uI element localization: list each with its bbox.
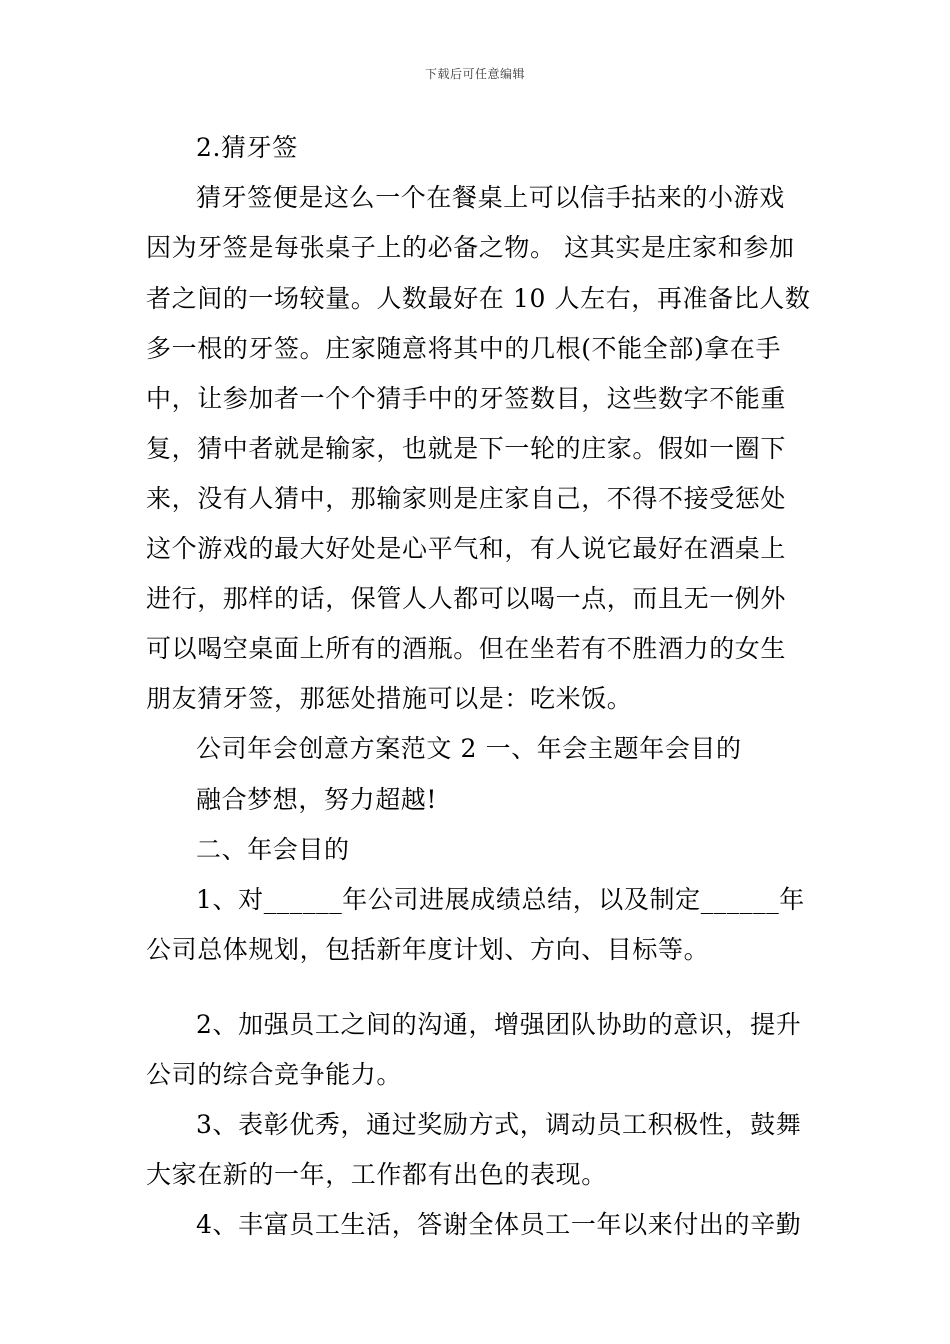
paragraph-line: 这个游戏的最大好处是心平气和，有人说它最好在酒桌上 bbox=[146, 534, 787, 563]
list-item-line: 公司总体规划，包括新年度计划、方向、目标等。 bbox=[146, 935, 710, 964]
paragraph-line: 进行，那样的话，保管人人都可以喝一点，而且无一例外 bbox=[146, 584, 787, 613]
paragraph-line: 可以喝空桌面上所有的酒瓶。但在坐若有不胜酒力的女生 bbox=[146, 634, 787, 663]
page-header: 下载后可任意编辑 bbox=[424, 67, 525, 81]
paragraph-line: 融合梦想，努力超越! bbox=[196, 785, 438, 814]
paragraph-line: 复，猜中者就是输家，也就是下一轮的庄家。假如一圈下 bbox=[146, 434, 787, 463]
paragraph-line: 来，没有人猜中，那输家则是庄家自己，不得不接受惩处 bbox=[146, 484, 787, 513]
section-heading-guess-toothpick: 2.猜牙签 bbox=[196, 133, 298, 162]
list-item-line: 3、表彰优秀，通过奖励方式，调动员工积极性，鼓舞 bbox=[196, 1110, 802, 1139]
list-item-line: 1、对______年公司进展成绩总结，以及制定______年 bbox=[196, 885, 805, 914]
list-item-line: 大家在新的一年，工作都有出色的表现。 bbox=[146, 1160, 607, 1189]
paragraph-line: 者之间的一场较量。人数最好在 10 人左右，再准备比人数 bbox=[146, 284, 811, 313]
list-item-line: 公司的综合竞争能力。 bbox=[146, 1060, 403, 1089]
article-title-line: 公司年会创意方案范文 2 一、年会主题年会目的 bbox=[196, 734, 742, 763]
paragraph-line: 因为牙签是每张桌子上的必备之物。 这其实是庄家和参加 bbox=[146, 233, 795, 262]
section-heading-annual-purpose: 二、年会目的 bbox=[196, 835, 350, 864]
paragraph-line: 猜牙签便是这么一个在餐桌上可以信手拈来的小游戏 bbox=[196, 183, 785, 212]
paragraph-line: 多一根的牙签。庄家随意将其中的几根(不能全部)拿在手 bbox=[146, 334, 782, 363]
paragraph-line: 中，让参加者一个个猜手中的牙签数目，这些数字不能重 bbox=[146, 384, 787, 413]
list-item-line: 4、丰富员工生活，答谢全体员工一年以来付出的辛勤 bbox=[196, 1210, 802, 1239]
paragraph-line: 朋友猜牙签，那惩处措施可以是：吃米饭。 bbox=[146, 684, 633, 713]
list-item-line: 2、加强员工之间的沟通，增强团队协助的意识，提升 bbox=[196, 1010, 802, 1039]
